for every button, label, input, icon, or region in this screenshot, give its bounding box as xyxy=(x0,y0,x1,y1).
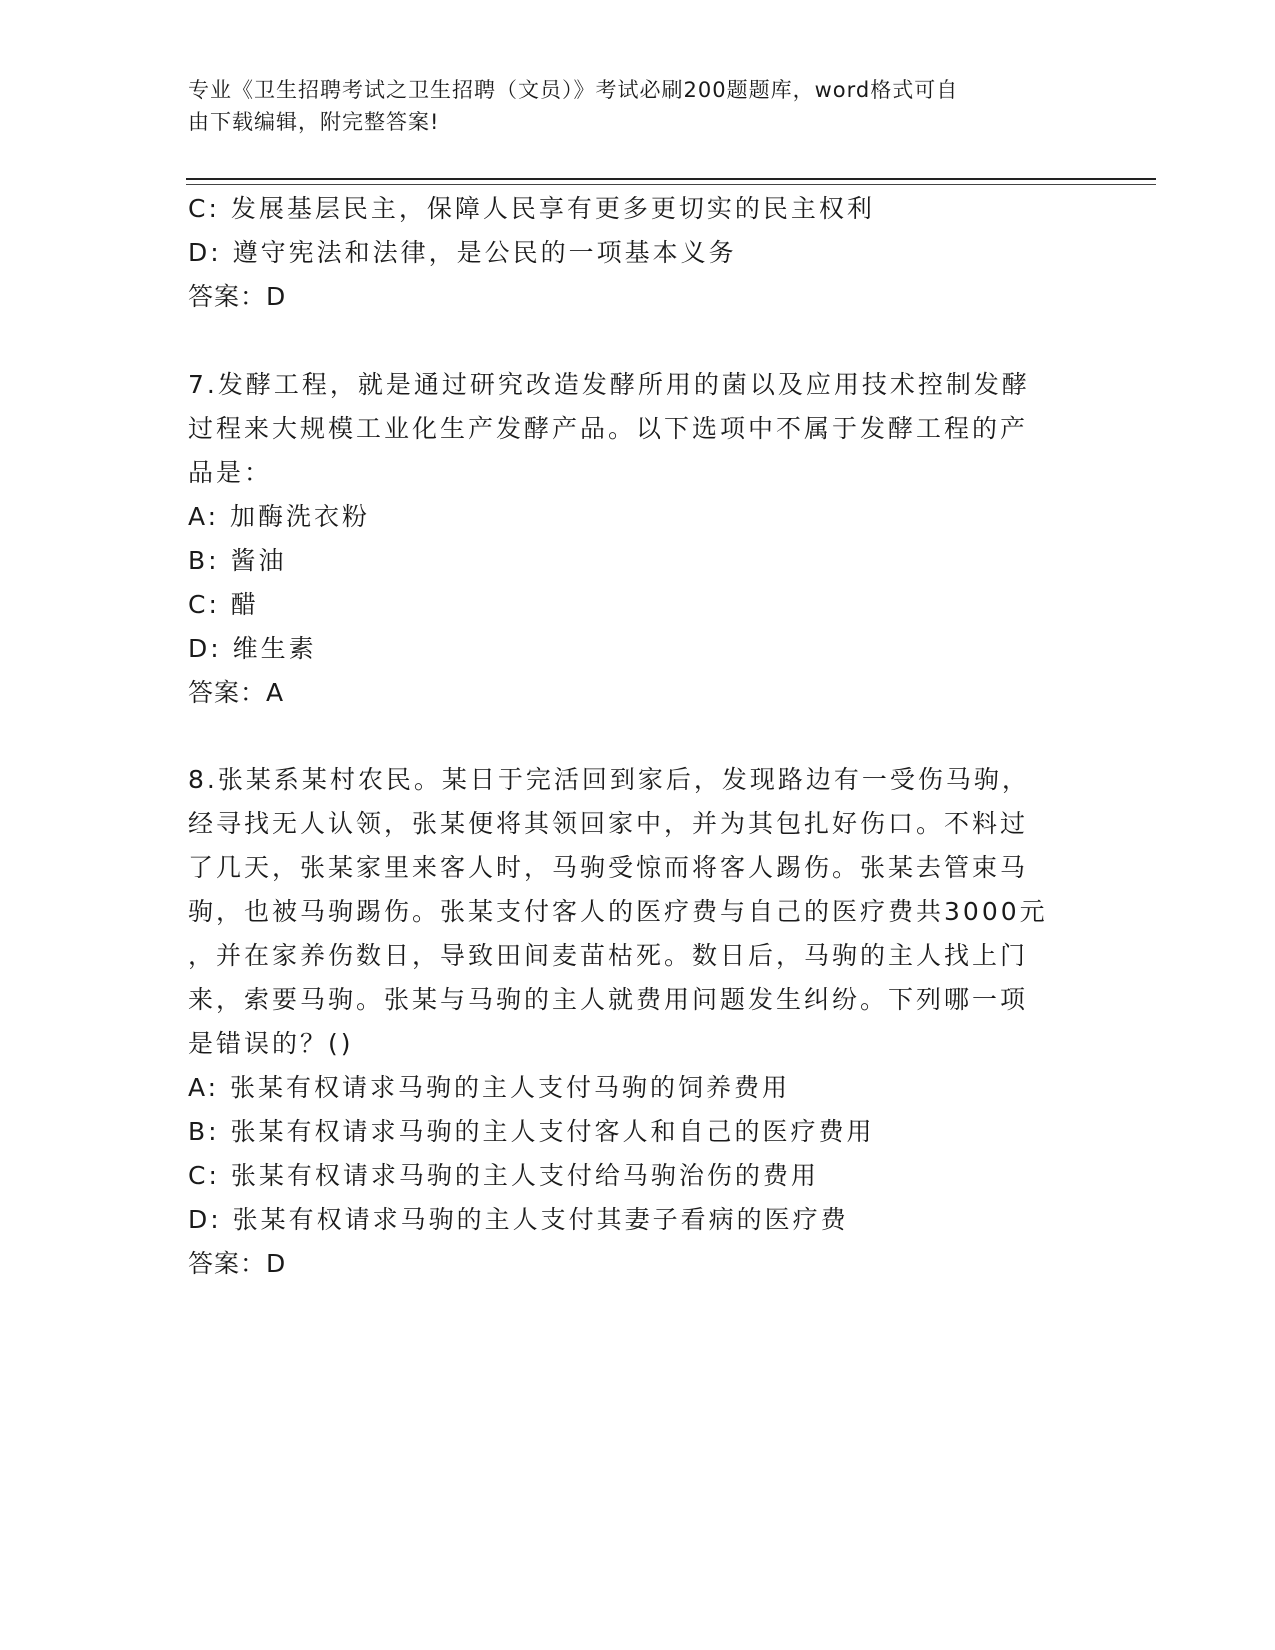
q8-stem-line-1: 8.张某系某村农民。某日于完活回到家后，发现路边有一受伤马驹， xyxy=(188,765,1030,794)
header-line-2: 由下载编辑，附完整答案! xyxy=(188,110,440,134)
q7-option-d: D: 维生素 xyxy=(188,634,317,663)
q7-stem-line-3: 品是： xyxy=(188,458,273,487)
q7-stem-line-1: 7.发酵工程，就是通过研究改造发酵所用的菌以及应用技术控制发酵 xyxy=(188,370,1030,399)
q8-option-b: B: 张某有权请求马驹的主人支付客人和自己的医疗费用 xyxy=(188,1117,875,1146)
q8-stem-line-5: ，并在家养伤数日，导致田间麦苗枯死。数日后，马驹的主人找上门 xyxy=(188,941,1029,970)
q7-option-c: C: 醋 xyxy=(188,590,259,619)
document-header xyxy=(188,74,1068,138)
prev-option-d: D: 遵守宪法和法律，是公民的一项基本义务 xyxy=(188,238,737,267)
q7-option-a: A: 加酶洗衣粉 xyxy=(188,502,371,531)
prev-option-c: C: 发展基层民主，保障人民享有更多更切实的民主权利 xyxy=(188,194,875,223)
q8-stem-line-2: 经寻找无人认领，张某便将其领回家中，并为其包扎好伤口。不料过 xyxy=(188,809,1029,838)
q8-stem-line-4: 驹，也被马驹踢伤。张某支付客人的医疗费与自己的医疗费共3000元 xyxy=(188,897,1048,926)
q8-option-a: A: 张某有权请求马驹的主人支付马驹的饲养费用 xyxy=(188,1073,791,1102)
q8-stem-line-3: 了几天，张某家里来客人时，马驹受惊而将客人踢伤。张某去管束马 xyxy=(188,853,1029,882)
q8-answer: 答案：D xyxy=(188,1249,287,1278)
header-divider-thick xyxy=(186,178,1156,180)
prev-answer: 答案：D xyxy=(188,282,287,311)
q8-option-d: D: 张某有权请求马驹的主人支付其妻子看病的医疗费 xyxy=(188,1205,849,1234)
header-divider-thin xyxy=(186,184,1156,185)
q8-stem-line-6: 来，索要马驹。张某与马驹的主人就费用问题发生纠纷。下列哪一项 xyxy=(188,985,1029,1014)
header-line-1: 专业《卫生招聘考试之卫生招聘（文员）》考试必刷200题题库，word格式可自 xyxy=(188,78,959,102)
q8-option-c: C: 张某有权请求马驹的主人支付给马驹治伤的费用 xyxy=(188,1161,819,1190)
q7-option-b: B: 酱油 xyxy=(188,546,287,575)
q7-stem-line-2: 过程来大规模工业化生产发酵产品。以下选项中不属于发酵工程的产 xyxy=(188,414,1029,443)
q7-answer: 答案：A xyxy=(188,678,285,707)
q8-stem-line-7: 是错误的？() xyxy=(188,1029,354,1058)
